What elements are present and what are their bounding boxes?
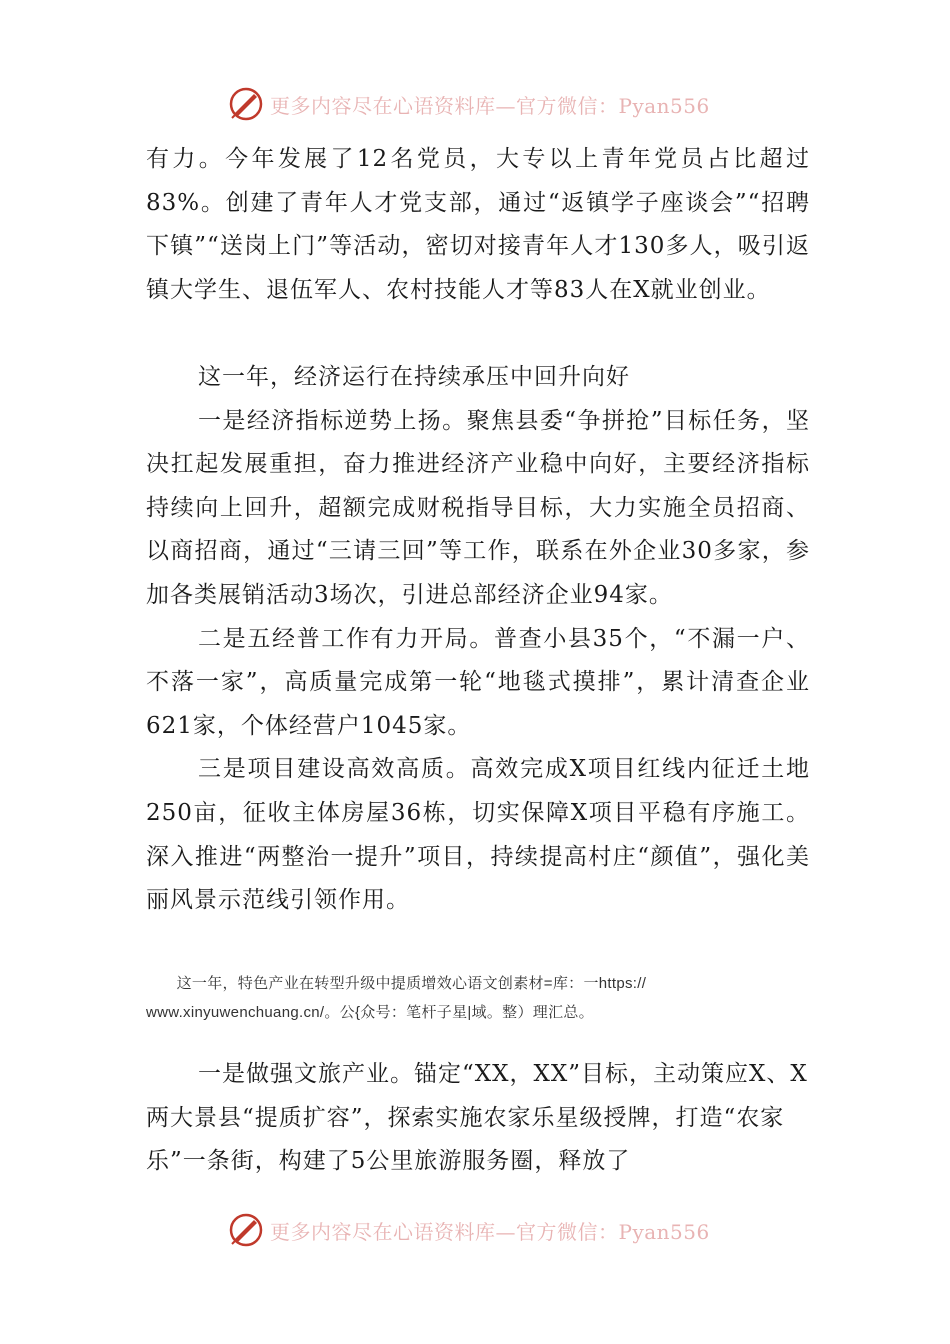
section-heading: 这一年，经济运行在持续承压中回升向好 xyxy=(198,364,630,390)
watermark-line: 这一年，特色产业在转型升级中提质增效心语文创素材=库：一https:// xyxy=(146,975,647,992)
paragraph-group-bottom xyxy=(146,1030,810,1207)
footer-banner-text: 更多内容尽在心语资料库—官方微信：Pyan556 xyxy=(270,1219,710,1244)
paragraph-group-top xyxy=(146,138,810,312)
paragraph: 一是做强文旅产业。锚定“XX，XX”目标，主动策应X、X两大景县“提质扩容”，探索实施农家乐星级授牌，打造“农家乐”一条街，构建了5公里旅游服务圈，释放了 xyxy=(146,1061,808,1175)
header-banner-text: 更多内容尽在心语资料库—官方微信：Pyan556 xyxy=(270,93,710,118)
footer-banner xyxy=(226,1208,726,1252)
paragraph: 有力。今年发展了12名党员，大专以上青年党员占比超过83%。创建了青年人才党支部，通过“返镇学子座谈会”“招聘下镇”“送岗上门”等活动，密切对接青年人才130多人，吸引返镇大学生、退伍军人、农村技能人才等83人在X就业创业。 xyxy=(146,146,810,303)
paragraph: 二是五经普工作有力开局。普查小县35个，“不漏一户、不落一家”，高质量完成第一轮“地毯式摸排”，累计清查企业621家，个体经营户1045家。 xyxy=(146,625,810,739)
header-banner xyxy=(226,82,726,126)
watermark-note xyxy=(146,969,810,1027)
paragraph: 一是经济指标逆势上扬。聚焦县委“争拼抢”目标任务，坚决扛起发展重担，奋力推进经济产业稳中向好，主要经济指标持续向上回升，超额完成财税指导目标，大力实施全员招商、以商招商，通过“三请三回”等工作，联系在外企业30多家，参加各类展销活动3场次，引进总部经济企业94家。 xyxy=(146,407,810,608)
pen-circle-logo-icon xyxy=(226,84,266,124)
watermark-line: www.xinyuwenchuang.cn/。公{众号：笔杆子星|域。整）理汇总。 xyxy=(146,1004,594,1021)
paragraph: 三是项目建设高效高质。高效完成X项目红线内征迁土地250亩，征收主体房屋36栋，切实保障X项目平稳有序施工。深入推进“两整治一提升”项目，持续提高村庄“颜值”，强化美丽风景示范线引领作用。 xyxy=(146,756,810,914)
paragraph-group-mid xyxy=(146,356,810,923)
pen-circle-logo-icon xyxy=(226,1210,266,1250)
